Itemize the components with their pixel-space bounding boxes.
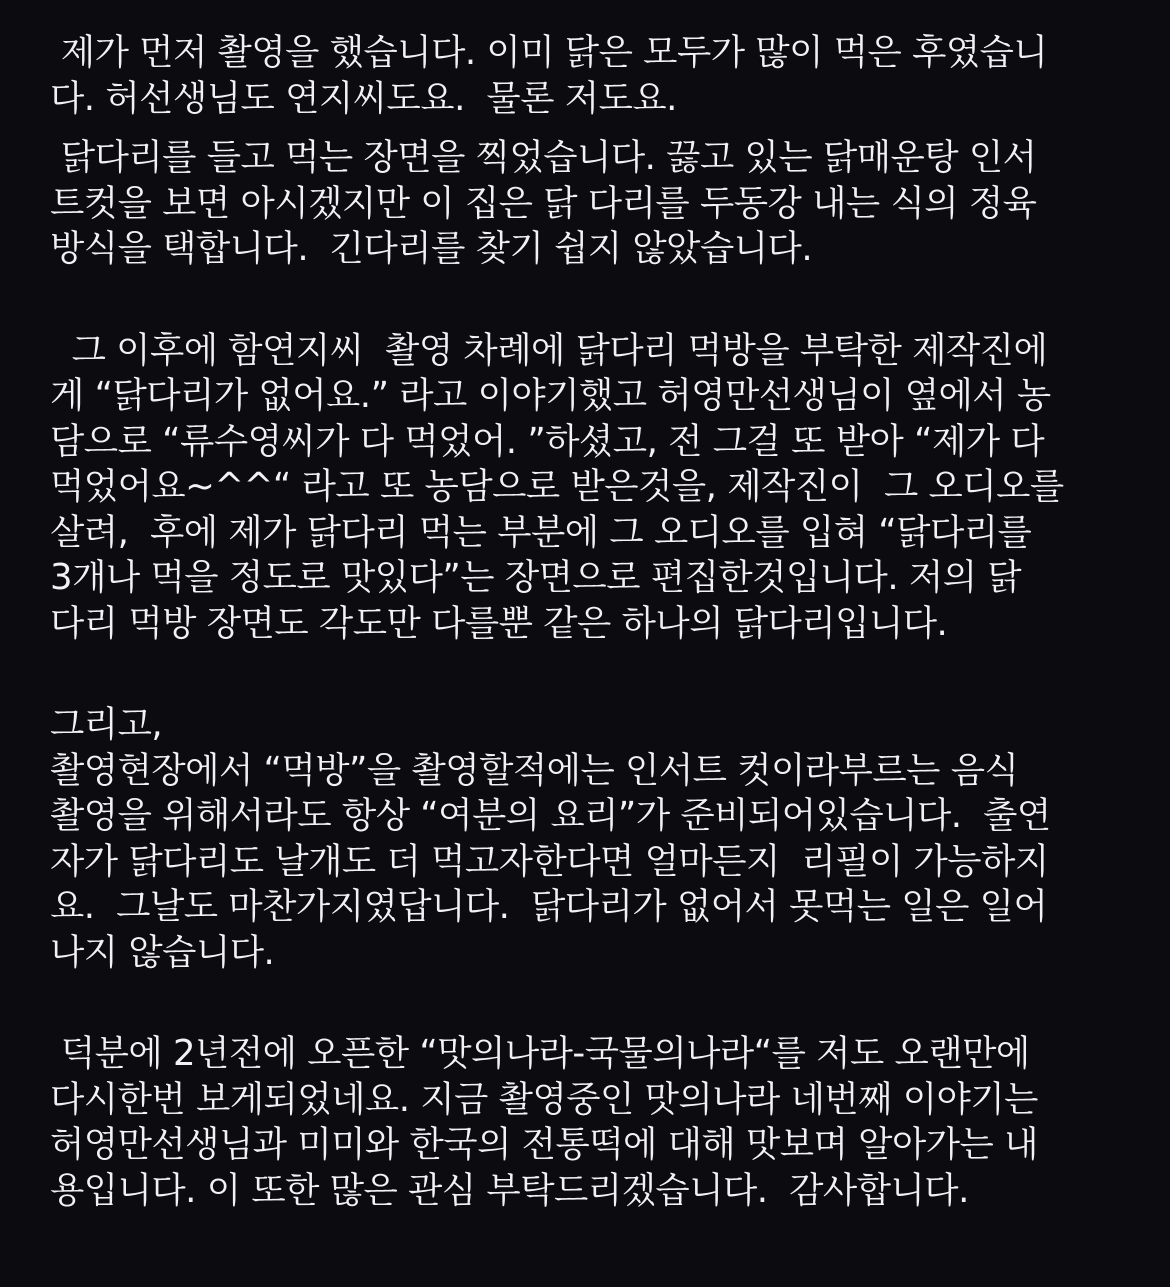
- statement-text: [50, 30, 1130, 1213]
- text-line: 허영만선생님과 미미와 한국의 전통떡에 대해 맛보며 알아가는 내: [50, 1124, 1038, 1165]
- paragraph-gap: [50, 975, 1130, 1031]
- paragraph-gap: [50, 272, 1130, 328]
- paragraph-gap: [50, 646, 1130, 702]
- text-line: 촬영현장에서 “먹방”을 촬영할적에는 인서트 컷이라부르는 음식: [50, 749, 1019, 791]
- text-line: 다. 허선생님도 연지씨도요. 물론 저도요.: [50, 77, 677, 119]
- text-line: 그리고,: [50, 704, 163, 745]
- paragraph-gap: [50, 121, 1130, 135]
- text-line: 다시한번 보게되었네요. 지금 촬영중인 맛의나라 네번째 이야기는: [50, 1078, 1038, 1120]
- text-line: 자가 닭다리도 날개도 더 먹고자한다면 얼마든지 리필이 가능하지: [50, 840, 1049, 882]
- text-line: 트컷을 보면 아시겠지만 이 집은 닭 다리를 두동강 내는 식의 정육: [50, 182, 1037, 224]
- text-line: 그 이후에 함연지씨 촬영 차례에 닭다리 먹방을 부탁한 제작진에: [50, 329, 1048, 371]
- text-line: 다리 먹방 장면도 각도만 다를뿐 같은 하나의 닭다리입니다.: [50, 602, 948, 644]
- text-line: 담으로 “류수영씨가 다 먹었어. ”하셨고, 전 그걸 또 받아 “제가 다: [50, 420, 1045, 462]
- text-line: 살려, 후에 제가 닭다리 먹는 부분에 그 오디오를 입혀 “닭다리를: [50, 511, 1032, 553]
- text-line: 덕분에 2년전에 오픈한 “맛의나라-국물의나라“를 저도 오랜만에: [50, 1033, 1030, 1074]
- text-line: 용입니다. 이 또한 많은 관심 부탁드리겠습니다. 감사합니다.: [50, 1169, 969, 1211]
- text-line: 촬영을 위해서라도 항상 “여분의 요리”가 준비되어있습니다. 출연: [50, 795, 1051, 836]
- text-line: 제가 먼저 촬영을 했습니다. 이미 닭은 모두가 많이 먹은 후였습니: [50, 32, 1048, 73]
- text-line: 나지 않습니다.: [50, 931, 275, 973]
- text-line: 방식을 택합니다. 긴다리를 찾기 쉽지 않았습니다.: [50, 228, 813, 269]
- text-line: 3개나 먹을 정도로 맛있다”는 장면으로 편집한것입니다. 저의 닭: [50, 557, 1022, 598]
- text-line: 닭다리를 들고 먹는 장면을 찍었습니다. 끓고 있는 닭매운탕 인서: [50, 137, 1037, 178]
- text-line: 게 “닭다리가 없어요.” 라고 이야기했고 허영만선생님이 옆에서 농: [50, 375, 1051, 416]
- text-line: 요. 그날도 마찬가지였답니다. 닭다리가 없어서 못먹는 일은 일어: [50, 886, 1048, 927]
- text-line: 먹었어요~^^“ 라고 또 농담으로 받은것을, 제작진이 그 오디오를: [50, 466, 1064, 507]
